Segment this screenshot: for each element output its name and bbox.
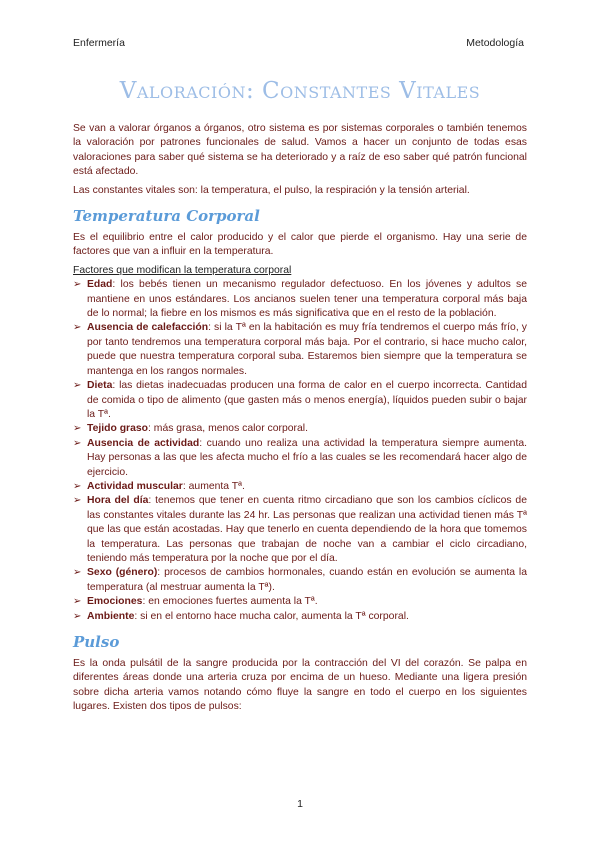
factor-text: : más grasa, menos calor corporal. bbox=[148, 423, 308, 435]
factor-text: : en emociones fuertes aumenta la Tª. bbox=[142, 596, 318, 608]
factor-term: Ausencia de calefacción bbox=[87, 322, 209, 334]
arrow-bullet-icon: ➢ bbox=[73, 495, 82, 507]
arrow-bullet-icon: ➢ bbox=[73, 322, 82, 334]
factor-text: : las dietas inadecuadas producen una forma de calor en el cuerpo incorrecta. Cantidad de comida o tipo de alimento (que gasten más o menos energía), líquidos pueden subir o bajar la Tª. bbox=[87, 380, 527, 420]
factor-text: : si en el entorno hace mucha calor, aumenta la Tª corporal. bbox=[134, 610, 409, 622]
main-content bbox=[73, 122, 527, 719]
temperatura-definition: Es el equilibrio entre el calor producido y el calor que pierde el organismo. Hay una serie de factores que van a influir en la temperatura. bbox=[73, 232, 527, 258]
header-left: Enfermería bbox=[73, 37, 125, 49]
intro-paragraph: Se van a valorar órganos a órganos, otro sistema es por sistemas corporales o también tenemos la valoración por patrones funcionales de salud. Vamos a hacer un conjunto de todas esas valoraciones para saber qué sistema se ha deteriorado y a raíz de eso saber qué patrón funcional está afectado. bbox=[73, 123, 527, 178]
arrow-bullet-icon: ➢ bbox=[73, 596, 82, 608]
factor-text: : si la Tª en la habitación es muy fría tendremos el cuerpo más frío, y por tanto tendremos una temperatura corporal más baja. Por el contrario, si hace mucho calor, puede que nuestra temperatura corporal suba. Estaremos bien siempre que la temperatura se mantenga en los rangos normales. bbox=[87, 322, 527, 377]
factor-text: : cuando uno realiza una actividad la temperatura siempre aumenta. Hay personas a las que les afecta mucho el frío a las cuales se les recomendará hacer algo de ejercicio. bbox=[87, 437, 527, 478]
pulso-paragraph: Es la onda pulsátil de la sangre producida por la contracción del VI del corazón. Se palpa en diferentes áreas donde una arteria cruza por encima de un hueso. Mediante una ligera presión sobre dicha arteria vamos notando cómo fluye la sangre en todo el cuerpo en los siguientes lugares. Existen dos tipos de pulsos: bbox=[73, 658, 527, 713]
factor-term: Ambiente bbox=[87, 610, 135, 622]
list-item bbox=[73, 480, 527, 494]
factor-text: : aumenta Tª. bbox=[182, 480, 245, 492]
list-item bbox=[73, 610, 527, 624]
list-item bbox=[73, 595, 527, 609]
factor-term: Emociones bbox=[87, 596, 143, 608]
factor-term: Tejido graso bbox=[87, 423, 149, 435]
list-item bbox=[73, 566, 527, 595]
page-title: Valoración: Constantes Vitales bbox=[119, 78, 481, 104]
factor-term: Sexo (género) bbox=[87, 567, 158, 579]
arrow-bullet-icon: ➢ bbox=[73, 480, 82, 492]
arrow-bullet-icon: ➢ bbox=[73, 437, 82, 449]
factor-term: Hora del día bbox=[87, 495, 149, 507]
list-item bbox=[73, 379, 527, 422]
list-item bbox=[73, 437, 527, 480]
factors-subheading: Factores que modifican la temperatura corporal bbox=[73, 264, 292, 276]
factor-text: : tenemos que tener en cuenta ritmo circadiano que son los cambios cíclicos de las constantes vitales durante las 24 hr. Las personas que realizan una actividad tienen más Tª que las que están acostadas. Hay que tenerlo en cuenta dependiendo de la hora que tomemos la temperatura. Las personas que trabajan de noche van a cambiar el ciclo circadiano, teniendo más temperatura por la noche que por el día. bbox=[87, 495, 527, 564]
factor-term: Ausencia de actividad bbox=[87, 437, 200, 449]
header-right: Metodología bbox=[466, 37, 524, 49]
factor-term: Actividad muscular bbox=[87, 480, 183, 492]
section-heading-pulso: Pulso bbox=[73, 633, 120, 651]
arrow-bullet-icon: ➢ bbox=[73, 567, 82, 579]
arrow-bullet-icon: ➢ bbox=[73, 423, 82, 435]
page-number: 1 bbox=[297, 798, 303, 810]
arrow-bullet-icon: ➢ bbox=[73, 380, 82, 392]
list-item bbox=[73, 422, 527, 436]
arrow-bullet-icon: ➢ bbox=[73, 279, 82, 291]
intro-paragraph: Las constantes vitales son: la temperatura, el pulso, la respiración y la tensión arterial. bbox=[73, 184, 470, 196]
section-heading-temperatura: Temperatura Corporal bbox=[73, 207, 260, 226]
arrow-bullet-icon: ➢ bbox=[73, 610, 82, 622]
list-item bbox=[73, 494, 527, 566]
factor-term: Edad bbox=[87, 279, 113, 291]
factor-term: Dieta bbox=[87, 380, 113, 392]
factor-text: : los bebés tienen un mecanismo regulador defectuoso. En los jóvenes y adultos se mantiene en unos estándares. Los ancianos suelen tener una temperatura corporal más baja de lo normal; la fiebre en los mismos es más significativa que en el resto de la población. bbox=[87, 279, 527, 320]
factors-list bbox=[73, 278, 527, 624]
factor-text: : procesos de cambios hormonales, cuando están en evolución se aumenta la temperatura (al mestruar aumenta la Tª). bbox=[87, 567, 527, 593]
list-item bbox=[73, 321, 527, 379]
list-item bbox=[73, 278, 527, 321]
